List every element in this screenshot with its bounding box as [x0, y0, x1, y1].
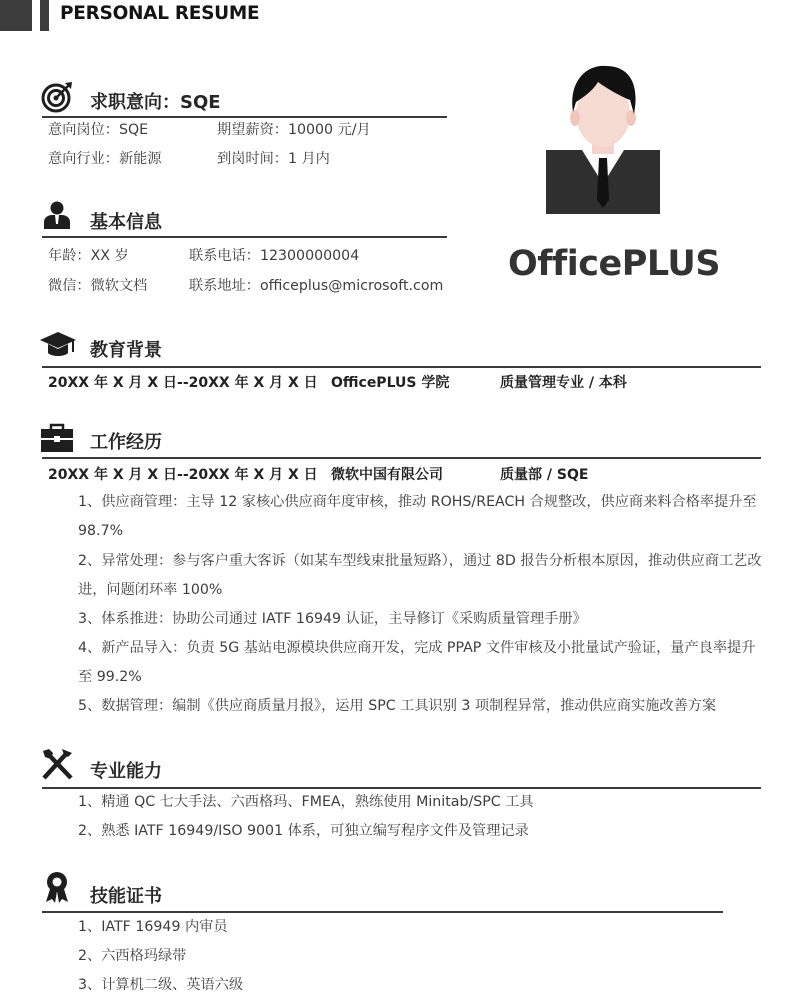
education-dates: 20XX 年 X 月 X 日--20XX 年 X 月 X 日 [48, 375, 318, 391]
expected-salary: 期望薪资：10000 元/月 [217, 122, 371, 138]
avatar [546, 62, 660, 214]
education-title: 教育背景 [90, 340, 162, 361]
phone: 联系电话：12300000004 [189, 248, 360, 264]
basic-info-divider [42, 236, 447, 238]
education-major: 质量管理专业 / 本科 [500, 375, 627, 391]
objective-title: 求职意向：SQE [90, 92, 221, 113]
objective-divider [42, 116, 447, 118]
brand-name: OfficePLUS [508, 244, 721, 284]
basic-info-title: 基本信息 [90, 212, 162, 233]
certificate-item-3: 3、计算机二级、英语六级 [78, 977, 244, 993]
work-item-2: 2、异常处理：参与客户重大客诉（如某车型线束批量短路），通过 8D 报告分析根本原因，推动供应商工艺改进，问题闭环率 100% [78, 553, 762, 598]
document-title: PERSONAL RESUME [60, 3, 260, 24]
work-divider [42, 457, 761, 459]
certificate-item-2: 2、六西格玛绿带 [78, 948, 187, 964]
work-item-3: 3、体系推进：协助公司通过 IATF 16949 认证，主导修订《采购质量管理手册》 [78, 611, 587, 627]
avatar-ear-right [626, 110, 636, 126]
avatar-tie [597, 158, 609, 208]
person-icon [42, 200, 72, 230]
header-bar-stripe [40, 0, 49, 31]
skills-title: 专业能力 [90, 761, 162, 782]
tools-icon [40, 747, 74, 781]
avatar-ear-left [570, 110, 580, 126]
desired-industry: 意向行业：新能源 [48, 151, 162, 167]
work-item-1: 1、供应商管理：主导 12 家核心供应商年度审核，推动 ROHS/REACH 合规整改，供应商来料合格率提升至 98.7% [78, 494, 757, 539]
work-item-5: 5、数据管理：编制《供应商质量月报》，运用 SPC 工具识别 3 项制程异常，推动供应商实施改善方案 [78, 698, 717, 714]
education-divider [42, 366, 761, 368]
certificates-title: 技能证书 [90, 886, 162, 907]
work-company: 微软中国有限公司 [331, 467, 443, 483]
address: 联系地址：officeplus@microsoft.com [189, 278, 444, 294]
briefcase-icon [40, 423, 74, 453]
header-bar-block [0, 0, 32, 31]
age: 年龄：XX 岁 [48, 248, 129, 264]
work-dates: 20XX 年 X 月 X 日--20XX 年 X 月 X 日 [48, 467, 318, 483]
certificate-item-1: 1、IATF 16949 内审员 [78, 919, 228, 935]
graduation-cap-icon [40, 330, 76, 360]
work-title: 工作经历 [90, 432, 162, 453]
work-item-4: 4、新产品导入：负责 5G 基站电源模块供应商开发，完成 PPAP 文件审核及小批量试产验证，量产良率提升至 99.2% [78, 640, 756, 685]
work-role: 质量部 / SQE [500, 467, 589, 483]
award-icon [42, 870, 72, 904]
education-school: OfficePLUS 学院 [331, 375, 450, 391]
skills-item-2: 2、熟悉 IATF 16949/ISO 9001 体系，可独立编写程序文件及管理记录 [78, 823, 529, 839]
wechat: 微信：微软文档 [48, 278, 148, 294]
availability: 到岗时间：1 月内 [217, 151, 330, 167]
target-icon [40, 80, 74, 114]
desired-position: 意向岗位：SQE [48, 122, 149, 138]
skills-item-1: 1、精通 QC 七大手法、六西格玛、FMEA，熟练使用 Minitab/SPC 工具 [78, 794, 534, 810]
